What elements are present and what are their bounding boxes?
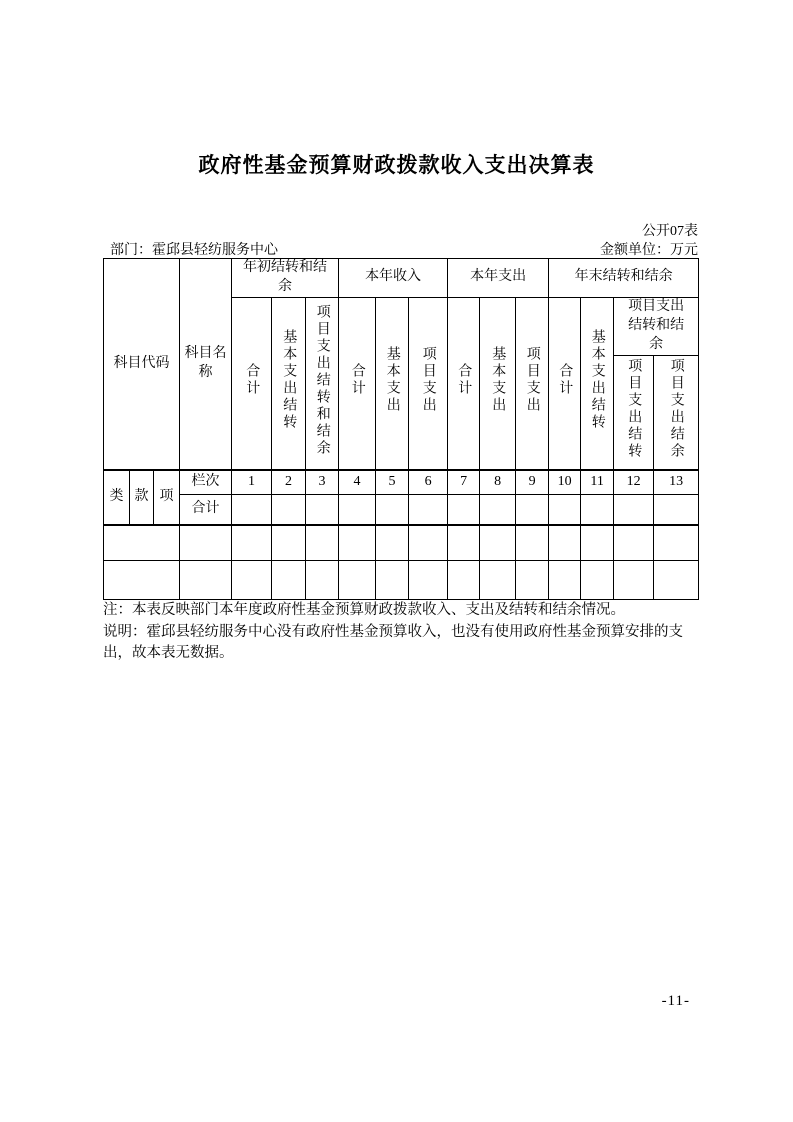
column-number: 13 (654, 470, 699, 494)
group-header-current-income: 本年收入 (339, 259, 448, 298)
empty-cell (272, 494, 306, 525)
table-notes (103, 600, 700, 665)
empty-cell (376, 525, 409, 560)
corner-subject-code: 科目代码 (104, 259, 180, 471)
col-header-expenditure-project: 项目支出 (516, 297, 549, 470)
table-explanation: 说明：霍邱县轻纺服务中心没有政府性基金预算收入，也没有使用政府性基金预算安排的支出，故本表无数据。 (103, 623, 683, 661)
empty-cell (409, 560, 448, 599)
col-header-end-basic-carryover: 基本支出结转 (581, 297, 614, 470)
column-number: 12 (614, 470, 654, 494)
col-header-income-project: 项目支出 (409, 297, 448, 470)
empty-cell (339, 560, 376, 599)
code-col-class: 类 (104, 470, 130, 525)
empty-cell (549, 494, 581, 525)
empty-cell (409, 525, 448, 560)
header-row-groups (104, 259, 699, 298)
empty-cell (339, 494, 376, 525)
column-number-label: 栏次 (180, 470, 232, 494)
empty-name-cell (180, 525, 232, 560)
empty-cell (614, 525, 654, 560)
page-title: 政府性基金预算财政拨款收入支出决算表 (198, 154, 595, 177)
empty-cell (272, 525, 306, 560)
column-number: 1 (232, 470, 272, 494)
column-number: 9 (516, 470, 549, 494)
empty-data-row (104, 525, 699, 560)
empty-cell (306, 494, 339, 525)
empty-cell (480, 525, 516, 560)
col-header-begin-project-carryover-balance: 项目支出结转和结余 (306, 297, 339, 470)
fund-budget-table (103, 258, 699, 600)
department-label: 部门：霍邱县轻纺服务中心 (110, 243, 278, 258)
empty-cell (654, 494, 699, 525)
empty-cell (409, 494, 448, 525)
empty-cell (232, 494, 272, 525)
empty-cell (448, 560, 480, 599)
empty-cell (614, 560, 654, 599)
column-number-row (104, 470, 699, 494)
col-header-end-project-carryover: 项目支出结转 (614, 355, 654, 470)
empty-code-cell (104, 525, 180, 560)
corner-subject-name: 科目名称 (180, 259, 232, 471)
empty-cell (339, 525, 376, 560)
empty-name-cell (180, 560, 232, 599)
empty-cell (614, 494, 654, 525)
col-header-begin-basic-carryover: 基本支出结转 (272, 297, 306, 470)
column-number: 2 (272, 470, 306, 494)
unit-label: 金额单位：万元 (600, 243, 698, 258)
empty-cell (516, 525, 549, 560)
page-number: -11- (661, 993, 690, 1009)
col-header-begin-total: 合计 (232, 297, 272, 470)
empty-cell (549, 560, 581, 599)
empty-cell (272, 560, 306, 599)
empty-cell (448, 525, 480, 560)
total-row (104, 494, 699, 525)
empty-cell (376, 494, 409, 525)
empty-cell (232, 560, 272, 599)
subgroup-header-end-project-carryover-balance: 项目支出结转和结余 (614, 297, 699, 355)
empty-cell (306, 525, 339, 560)
column-number: 6 (409, 470, 448, 494)
empty-cell (581, 494, 614, 525)
total-row-label: 合计 (180, 494, 232, 525)
empty-cell (654, 525, 699, 560)
empty-cell (654, 560, 699, 599)
group-header-current-expenditure: 本年支出 (448, 259, 549, 298)
group-header-beginning-balance: 年初结转和结余 (232, 259, 339, 298)
empty-cell (516, 560, 549, 599)
col-header-end-project-balance: 项目支出结余 (654, 355, 699, 470)
empty-cell (306, 560, 339, 599)
empty-cell (581, 560, 614, 599)
column-number: 11 (581, 470, 614, 494)
code-col-section: 款 (130, 470, 154, 525)
empty-cell (549, 525, 581, 560)
empty-cell (448, 494, 480, 525)
column-number: 7 (448, 470, 480, 494)
col-header-income-total: 合计 (339, 297, 376, 470)
empty-cell (516, 494, 549, 525)
col-header-expenditure-basic: 基本支出 (480, 297, 516, 470)
col-header-expenditure-total: 合计 (448, 297, 480, 470)
table-note: 注：本表反映部门本年度政府性基金预算财政拨款收入、支出及结转和结余情况。 (103, 602, 625, 618)
column-number: 8 (480, 470, 516, 494)
empty-code-cell (104, 560, 180, 599)
empty-data-row (104, 560, 699, 599)
meta-line (103, 239, 698, 259)
column-number: 10 (549, 470, 581, 494)
table-code-label: 公开07表 (642, 224, 698, 239)
empty-cell (581, 525, 614, 560)
empty-cell (480, 560, 516, 599)
empty-cell (232, 525, 272, 560)
col-header-end-total: 合计 (549, 297, 581, 470)
empty-cell (480, 494, 516, 525)
group-header-ending-balance: 年末结转和结余 (549, 259, 699, 298)
empty-cell (376, 560, 409, 599)
column-number: 3 (306, 470, 339, 494)
column-number: 4 (339, 470, 376, 494)
code-col-item: 项 (154, 470, 180, 525)
column-number: 5 (376, 470, 409, 494)
col-header-income-basic: 基本支出 (376, 297, 409, 470)
